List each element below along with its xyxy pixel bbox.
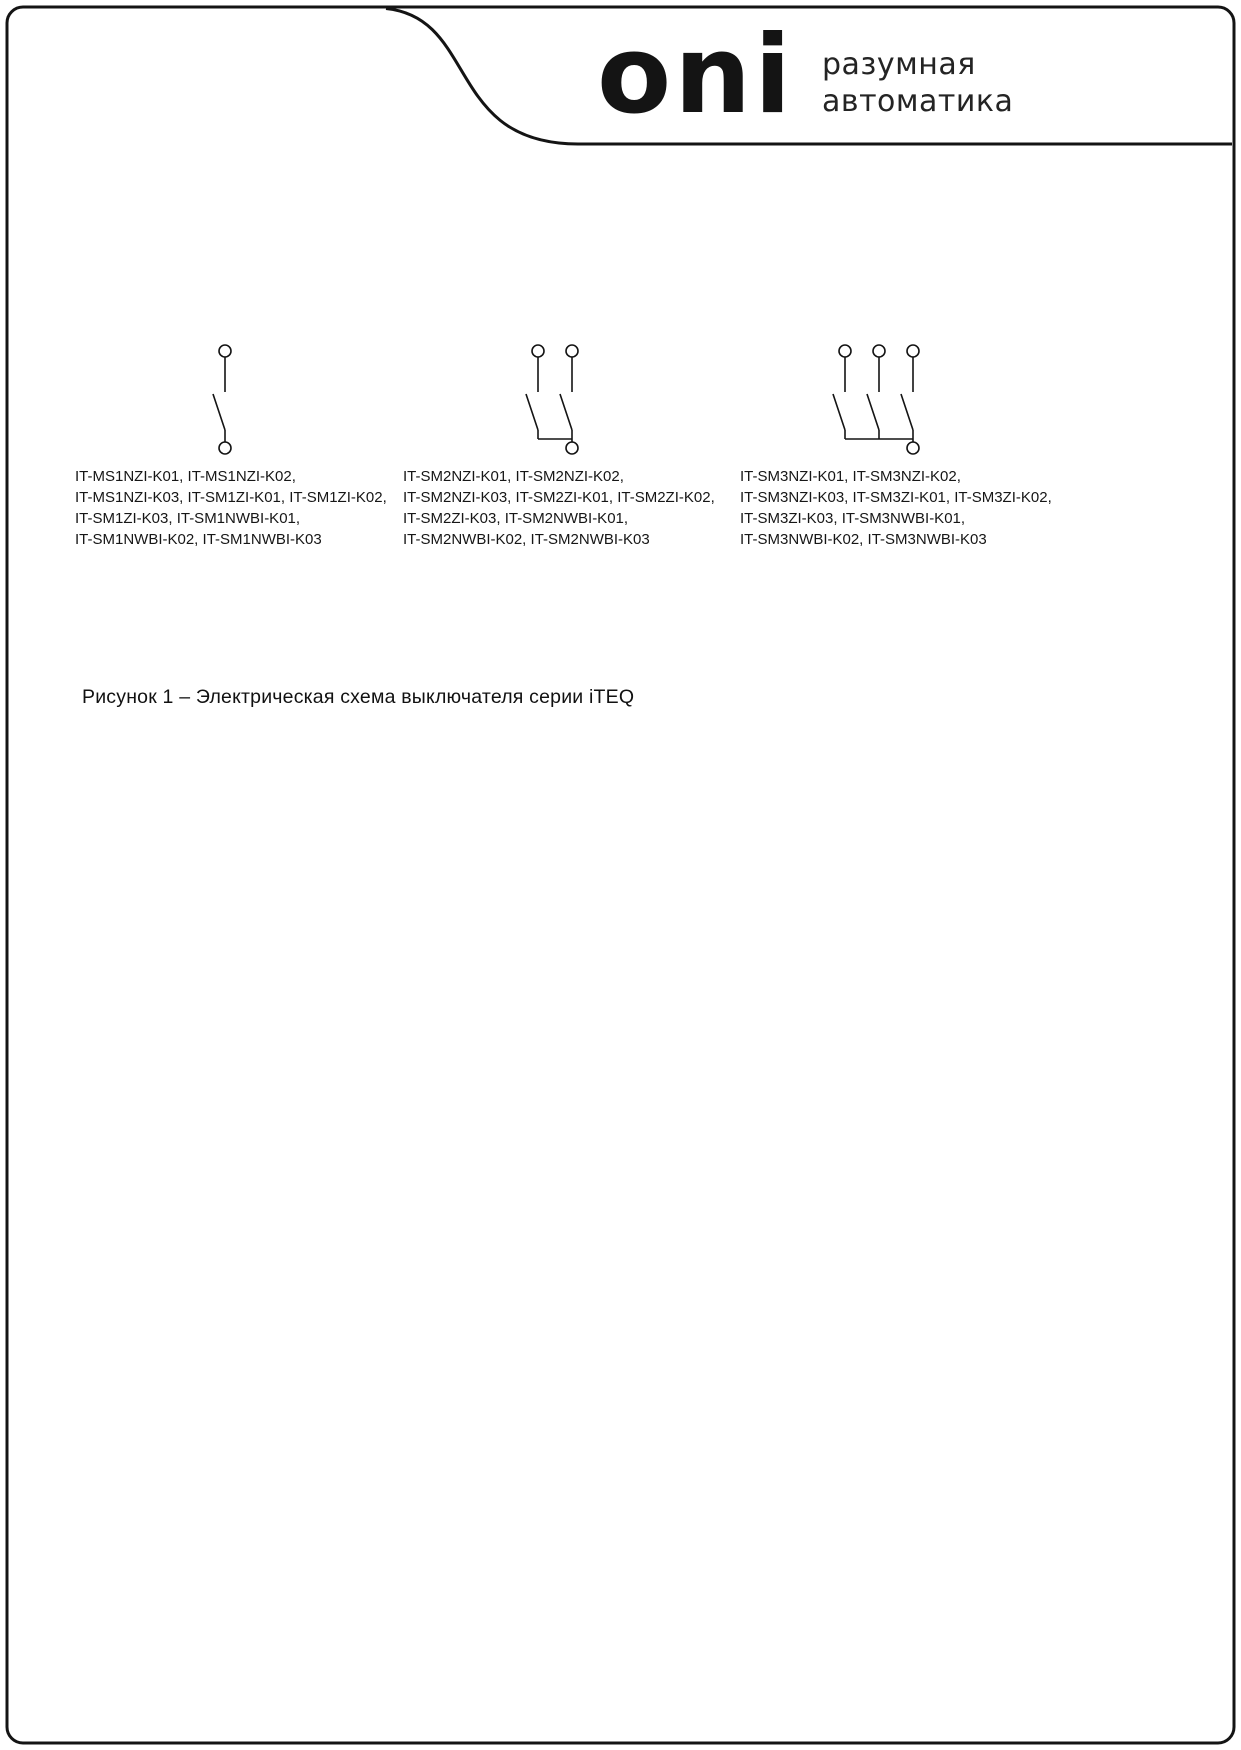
brand-tagline-line1: разумная xyxy=(822,47,976,82)
brand-tagline-line2: автоматика xyxy=(822,84,1014,119)
brand-tagline xyxy=(822,46,1013,120)
switch-schematic-3pole-drawing xyxy=(828,342,930,456)
product-codes-line: IT-SM3NZI-K03, IT-SM3ZI-K01, IT-SM3ZI-K02, xyxy=(740,489,1052,506)
product-codes-line: IT-SM3NZI-K01, IT-SM3NZI-K02, xyxy=(740,468,961,485)
product-codes-line: IT-SM2NWBI-K02, IT-SM2NWBI-K03 xyxy=(403,531,650,548)
switch-schematic-1pole xyxy=(208,342,242,456)
product-codes-line: IT-SM2NZI-K01, IT-SM2NZI-K02, xyxy=(403,468,624,485)
product-codes-line: IT-SM3ZI-K03, IT-SM3NWBI-K01, xyxy=(740,510,966,527)
product-codes-line: IT-MS1NZI-K01, IT-MS1NZI-K02, xyxy=(75,468,296,485)
switch-schematic-3pole xyxy=(828,342,930,456)
product-codes-1pole xyxy=(75,466,387,550)
product-codes-line: IT-SM2ZI-K03, IT-SM2NWBI-K01, xyxy=(403,510,629,527)
product-codes-line: IT-SM1ZI-K03, IT-SM1NWBI-K01, xyxy=(75,510,301,527)
product-codes-line: IT-SM2NZI-K03, IT-SM2ZI-K01, IT-SM2ZI-K02, xyxy=(403,489,715,506)
switch-schematic-2pole xyxy=(521,342,589,456)
figure-caption: Рисунок 1 – Электрическая схема выключателя серии iTEQ xyxy=(82,686,635,708)
product-codes-3pole xyxy=(740,466,1052,550)
product-codes-line: IT-SM1NWBI-K02, IT-SM1NWBI-K03 xyxy=(75,531,322,548)
switch-schematic-2pole-drawing xyxy=(521,342,589,456)
switch-schematic-1pole-drawing xyxy=(208,342,242,456)
product-codes-2pole xyxy=(403,466,715,550)
product-codes-line: IT-MS1NZI-K03, IT-SM1ZI-K01, IT-SM1ZI-K02, xyxy=(75,489,387,506)
brand-logo: oni xyxy=(597,13,795,138)
product-codes-line: IT-SM3NWBI-K02, IT-SM3NWBI-K03 xyxy=(740,531,987,548)
